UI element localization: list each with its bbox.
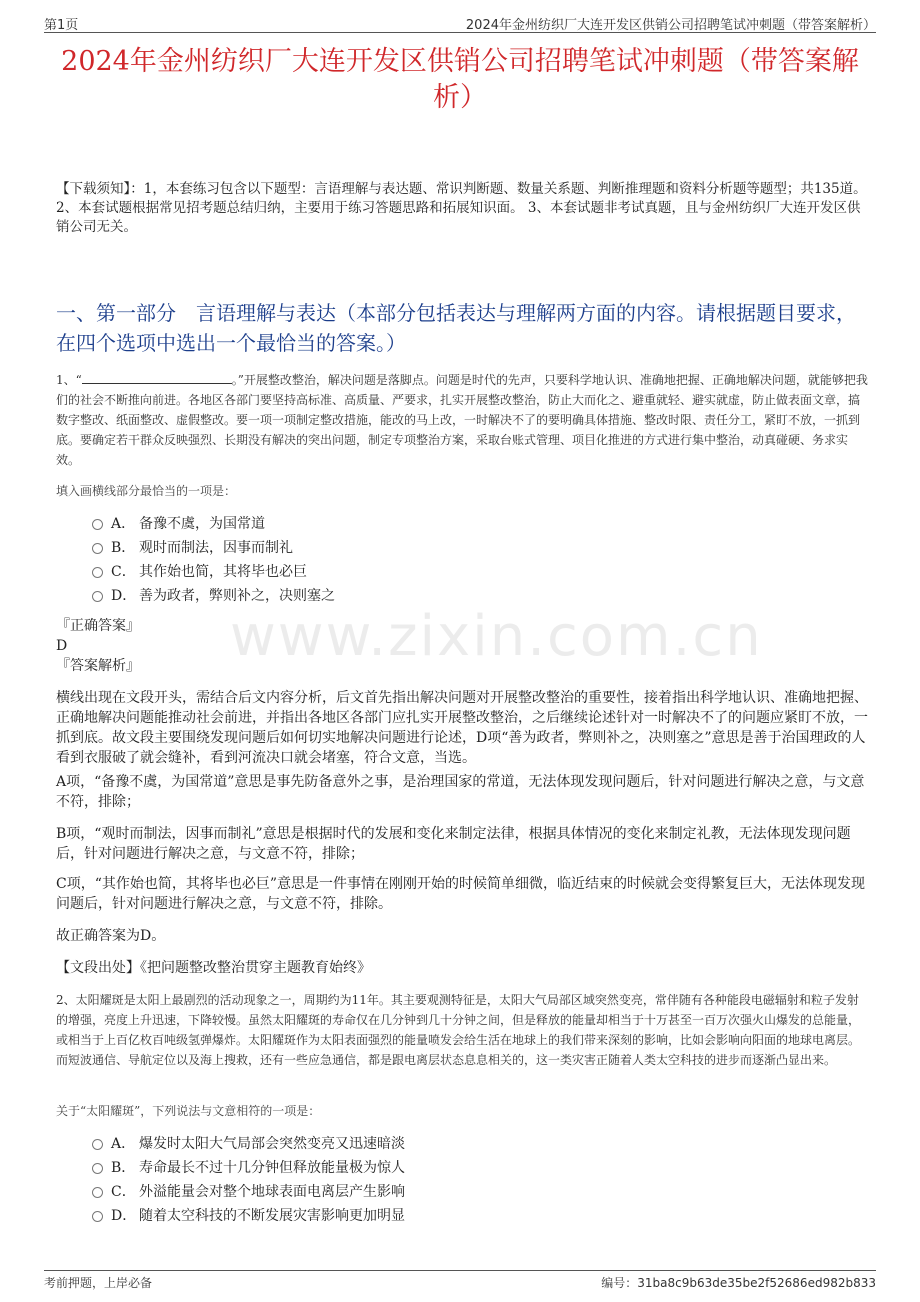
- footer-slogan: 考前押题，上岸必备: [44, 1276, 153, 1290]
- option-text: 寿命最长不过十几分钟但释放能量极为惊人: [139, 1160, 405, 1176]
- option-letter: C．: [111, 564, 136, 580]
- option-letter: A．: [111, 1136, 136, 1152]
- option-text: 其作始也简，其将毕也必巨: [139, 564, 307, 580]
- option-b[interactable]: [92, 1156, 405, 1180]
- option-letter: B．: [111, 1160, 136, 1176]
- analysis-label: 『答案解析』: [56, 658, 140, 674]
- question-1-lead: 1、“: [56, 373, 82, 387]
- question-1-passage: 。”开展整改整治，解决问题是落脚点。问题是时代的先声，只要科学地认识、准确地把握、正确地解决问题，就能够把我们的社会不断推向前进。各地区各部门要坚持高标准、高质量、严要求，扎实开展整改整治，防止大而化之、避重就轻、避实就虚，防止做表面文章，搞数字整改、纸面整改、虚假整改。要一项一项制定整改措施，能改的马上改，一时解决不了的要明确具体措施、整改时限、责任分工，紧盯不放，一抓到底。要确定若干群众反映强烈、长期没有解决的突出问题，制定专项整治方案，采取台账式管理、项目化推进的方式进行集中整治，动真碰硬、务求实效。: [56, 373, 868, 467]
- option-text: 随着太空科技的不断发展灾害影响更加明显: [139, 1208, 405, 1224]
- question-1-options: [92, 512, 335, 608]
- option-text: 爆发时太阳大气局部会突然变亮又迅速暗淡: [139, 1136, 405, 1152]
- option-letter: B．: [111, 540, 136, 556]
- section-title: 一、第一部分 言语理解与表达（本部分包括表达与理解两方面的内容。请根据题目要求，在四个选项中选出一个最恰当的答案。）: [56, 301, 856, 355]
- radio-icon[interactable]: [92, 1187, 103, 1198]
- option-a[interactable]: [92, 512, 335, 536]
- page-number: 第1页: [44, 18, 79, 33]
- option-letter: D．: [111, 1208, 137, 1224]
- option-a[interactable]: [92, 1132, 405, 1156]
- option-text: 善为政者，弊则补之，决则塞之: [139, 588, 335, 604]
- option-c[interactable]: [92, 560, 335, 584]
- watermark: www.zixin.com.cn: [230, 604, 763, 669]
- page-header: [44, 10, 876, 33]
- option-letter: D．: [111, 588, 137, 604]
- fill-blank: [82, 371, 232, 384]
- analysis-paragraph: A项，“备豫不虞，为国常道”意思是事先防备意外之事，是治理国家的常道，无法体现发现问题后，针对问题进行解决之意，与文意不符，排除；: [56, 774, 865, 810]
- analysis-paragraph: B项，“观时而制法，因事而制礼”意思是根据时代的发展和变化来制定法律，根据具体情况的变化来制定礼教，无法体现发现问题后，针对问题进行解决之意，与文意不符，排除；: [56, 826, 851, 862]
- option-text: 外溢能量会对整个地球表面电离层产生影响: [139, 1184, 405, 1200]
- footer-doc-id: 编号：31ba8c9b63de35be2f52686ed982b833: [601, 1276, 876, 1290]
- document-title: 2024年金州纺织厂大连开发区供销公司招聘笔试冲刺题（带答案解析）: [61, 46, 859, 113]
- answer-label: 『正确答案』: [56, 618, 140, 634]
- radio-icon[interactable]: [92, 567, 103, 578]
- header-doc-title: 2024年金州纺织厂大连开发区供销公司招聘笔试冲刺题（带答案解析）: [465, 18, 876, 33]
- radio-icon[interactable]: [92, 1139, 103, 1150]
- question-2-options: [92, 1132, 405, 1228]
- answer-value: D: [56, 638, 68, 654]
- option-letter: C．: [111, 1184, 136, 1200]
- question-1-text: [56, 370, 870, 470]
- analysis-paragraph: 横线出现在文段开头，需结合后文内容分析，后文首先指出解决问题对开展整改整治的重要性，接着指出科学地认识、准确地把握、正确地解决问题能推动社会前进，并指出各地区各部门应扎实开展整改整治，之后继续论述针对一时解决不了的问题应紧盯不放，一抓到底。故文段主要围绕发现问题后如何切实地解决问题进行论述，D项“善为政者，弊则补之，决则塞之”意思是善于治国理政的人看到衣服破了就会缝补，看到河流决口就会堵塞，符合文意，当选。: [56, 690, 868, 766]
- radio-icon[interactable]: [92, 1163, 103, 1174]
- download-notice: 【下载须知】：1，本套练习包含以下题型：言语理解与表达题、常识判断题、数量关系题、判断推理题和资料分析题等题型；共135道。 2、本套试题根据常见招考题总结归纳，主要用于练习答题思路和拓展知识面。 3、本套试题非考试真题，且与金州纺织厂大连开发区供销公司无关。: [56, 181, 867, 235]
- radio-icon[interactable]: [92, 591, 103, 602]
- source-note: 【文段出处】《把问题整改整治贯穿主题教育始终》: [56, 960, 371, 976]
- question-1-prompt: 填入画横线部分最恰当的一项是：: [56, 484, 237, 498]
- analysis-conclusion: 故正确答案为D。: [56, 928, 166, 944]
- option-c[interactable]: [92, 1180, 405, 1204]
- page-footer: [44, 1270, 876, 1291]
- question-2-prompt: 关于“太阳耀斑”，下列说法与文意相符的一项是：: [56, 1104, 321, 1118]
- radio-icon[interactable]: [92, 519, 103, 530]
- question-2-text: 2、太阳耀斑是太阳上最剧烈的活动现象之一，周期约为11年。其主要观测特征是，太阳大气局部区域突然变亮，常伴随有各种能段电磁辐射和粒子发射的增强，亮度上升迅速，下降较慢。虽然太阳耀斑的寿命仅在几分钟到几十分钟之间，但是释放的能量却相当于十万甚至一百万次强火山爆发的总能量，或相当于上百亿枚百吨级氢弹爆炸。太阳耀斑作为太阳表面强烈的能量喷发会给生活在地球上的我们带来深刻的影响，比如会影响向阳面的地球电离层。而短波通信、导航定位以及海上搜救，还有一些应急通信，都是跟电离层状态息息相关的，这一类灾害正随着人类太空科技的进步而逐渐凸显出来。: [56, 993, 861, 1067]
- option-letter: A．: [111, 516, 136, 532]
- radio-icon[interactable]: [92, 1211, 103, 1222]
- radio-icon[interactable]: [92, 543, 103, 554]
- option-text: 观时而制法，因事而制礼: [139, 540, 293, 556]
- option-b[interactable]: [92, 536, 335, 560]
- analysis-paragraph: C项，“其作始也简，其将毕也必巨”意思是一件事情在刚刚开始的时候简单细微，临近结束的时候就会变得繁复巨大，无法体现发现问题后，针对问题进行解决之意，与文意不符，排除。: [56, 876, 866, 912]
- option-d[interactable]: [92, 1204, 405, 1228]
- option-text: 备豫不虞，为国常道: [139, 516, 265, 532]
